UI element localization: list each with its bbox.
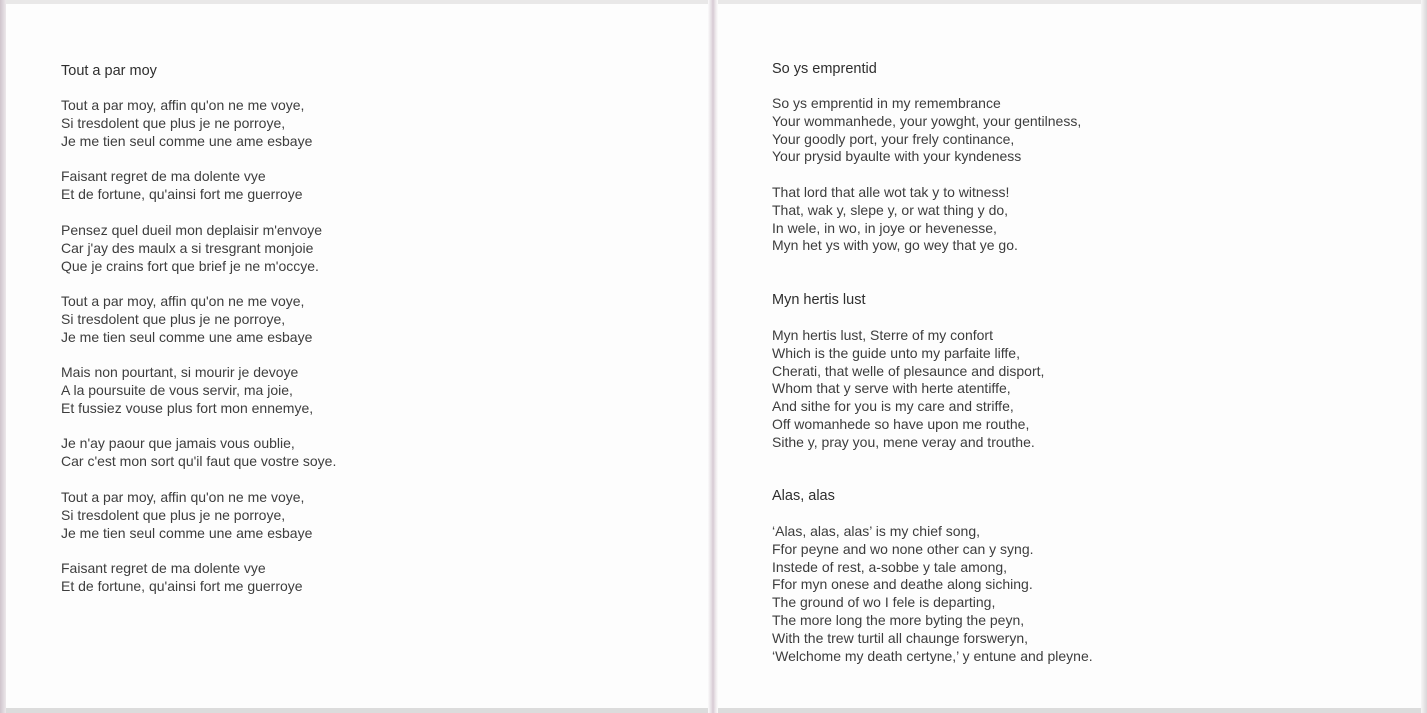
verse-line: Tout a par moy, affin qu'on ne me voye, <box>61 97 305 113</box>
verse-line: That, wak y, slepe y, or wat thing y do, <box>772 201 1009 218</box>
verse-line: Si tresdolent que plus je ne porroye, <box>61 114 286 131</box>
verse-line: Which is the guide unto my parfaite liffe, <box>772 344 1020 361</box>
verse-line: Instede of rest, a-sobbe y tale among, <box>772 558 1008 575</box>
verse-line: And sithe for you is my care and striffe, <box>772 398 1014 415</box>
verse-line: Je me tien seul comme une ame esbaye <box>61 524 313 541</box>
verse-line: Ffor myn onese and deathe along siching. <box>772 576 1033 593</box>
stanza-6 <box>61 435 336 471</box>
left-page <box>61 0 681 713</box>
verse-line: Your goodly port, your frely continance, <box>772 130 1015 147</box>
verse-line: In wele, in wo, in joye or hevenesse, <box>772 219 997 236</box>
stanza-5 <box>61 364 313 417</box>
book-gutter <box>708 0 718 713</box>
verse-line: Pensez quel dueil mon deplaisir m'envoye <box>61 222 323 238</box>
verse-line: That lord that alle wot tak y to witness! <box>772 184 1010 200</box>
poem-title-so-ys-emprentid: So ys emprentid <box>772 61 877 77</box>
stanza-1 <box>772 95 1081 166</box>
stanza-1 <box>61 97 312 150</box>
stanza-1 <box>772 327 1044 452</box>
verse-line: Et fussiez vouse plus fort mon ennemye, <box>61 399 314 416</box>
stanza-1 <box>772 523 1093 665</box>
verse-line: ‘Alas, alas, alas’ is my chief song, <box>772 523 981 539</box>
verse-line: Myn hertis lust, Sterre of my confort <box>772 327 993 343</box>
verse-line: Je n'ay paour que jamais vous oublie, <box>61 435 295 451</box>
verse-line: ‘Welchome my death certyne,’ y entune and pleyne. <box>772 647 1093 664</box>
verse-line: Off womanhede so have upon me routhe, <box>772 415 1030 432</box>
verse-line: Si tresdolent que plus je ne porroye, <box>61 506 286 523</box>
right-page <box>772 0 1392 713</box>
stanza-2 <box>772 184 1018 255</box>
verse-line: Mais non pourtant, si mourir je devoye <box>61 364 299 380</box>
stanza-8 <box>61 560 303 596</box>
verse-line: Tout a par moy, affin qu'on ne me voye, <box>61 489 305 505</box>
verse-line: Car j'ay des maulx a si tresgrant monjoie <box>61 239 314 256</box>
verse-line: Your wommanhede, your yowght, your gentilness, <box>772 112 1082 129</box>
verse-line: Je me tien seul comme une ame esbaye <box>61 132 313 149</box>
verse-line: Your prysid byaulte with your kyndeness <box>772 148 1022 165</box>
stanza-7 <box>61 489 312 542</box>
poem-title-alas-alas: Alas, alas <box>772 488 835 504</box>
verse-line: Sithe y, pray you, mene veray and trouthe. <box>772 433 1035 450</box>
stanza-3 <box>61 222 322 275</box>
verse-line: Car c'est mon sort qu'il faut que vostre soye. <box>61 452 337 469</box>
verse-line: The ground of wo I fele is departing, <box>772 594 996 611</box>
verse-line: Myn het ys with yow, go wey that ye go. <box>772 237 1018 254</box>
verse-line: Faisant regret de ma dolente vye <box>61 168 266 184</box>
verse-line: A la poursuite de vous servir, ma joie, <box>61 381 293 398</box>
verse-line: With the trew turtil all chaunge forsweryn, <box>772 629 1028 646</box>
verse-line: Je me tien seul comme une ame esbaye <box>61 328 313 345</box>
verse-line: Faisant regret de ma dolente vye <box>61 560 266 576</box>
verse-line: Ffor peyne and wo none other can y syng. <box>772 540 1034 557</box>
verse-line: Que je crains fort que brief je ne m'occye. <box>61 257 319 274</box>
page-edge-right <box>1421 0 1427 713</box>
verse-line: Si tresdolent que plus je ne porroye, <box>61 310 286 327</box>
poem-title-tout-a-par-moy: Tout a par moy <box>61 63 157 79</box>
verse-line: So ys emprentid in my remembrance <box>772 95 1001 111</box>
stanza-4 <box>61 293 312 346</box>
verse-line: Et de fortune, qu'ainsi fort me guerroye <box>61 185 303 202</box>
stanza-2 <box>61 168 303 204</box>
verse-line: Cherati, that welle of plesaunce and disport, <box>772 362 1045 379</box>
poem-title-myn-hertis-lust: Myn hertis lust <box>772 292 866 308</box>
verse-line: Tout a par moy, affin qu'on ne me voye, <box>61 293 305 309</box>
verse-line: The more long the more byting the peyn, <box>772 611 1025 628</box>
page-edge-left <box>0 0 6 713</box>
verse-line: Et de fortune, qu'ainsi fort me guerroye <box>61 577 303 594</box>
verse-line: Whom that y serve with herte atentiffe, <box>772 380 1011 397</box>
